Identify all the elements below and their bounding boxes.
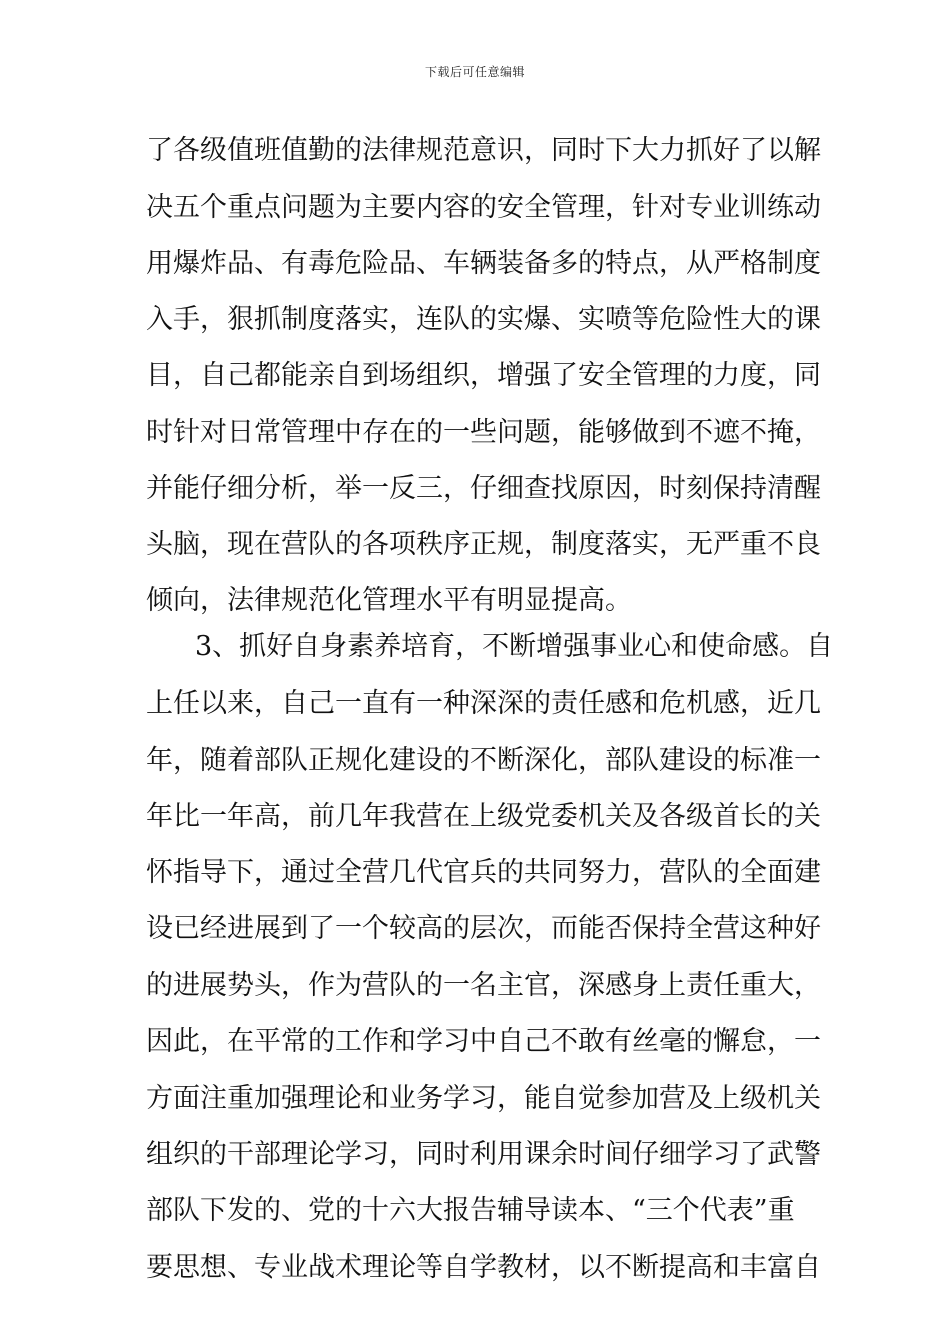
paragraph-1-line-7: 并能仔细分析，举一反三，仔细查找原因，时刻保持清醒 (146, 473, 821, 504)
paragraph-2-line-3: 年，随着部队正规化建设的不断深化，部队建设的标准一 (146, 745, 821, 776)
paragraph-2-line-11: 部队下发的、党的十六大报告辅导读本、“三个代表”重 (146, 1195, 795, 1226)
paragraph-2-line-12: 要思想、专业战术理论等自学教材，以不断提高和丰富自 (146, 1252, 821, 1283)
paragraph-2-line-2: 上任以来，自己一直有一种深深的责任感和危机感，近几 (146, 688, 821, 719)
paragraph-1-line-9: 倾向，法律规范化管理水平有明显提高。 (146, 585, 632, 616)
paragraph-2-line-5: 怀指导下，通过全营几代官兵的共同努力，营队的全面建 (146, 857, 821, 888)
paragraph-1-line-3: 用爆炸品、有毒危险品、车辆装备多的特点，从严格制度 (146, 248, 821, 279)
paragraph-1-line-4: 入手，狠抓制度落实，连队的实爆、实喷等危险性大的课 (146, 304, 821, 335)
paragraph-2-line-7: 的进展势头，作为营队的一名主官，深感身上责任重大， (146, 970, 821, 1001)
paragraph-1-line-8: 头脑，现在营队的各项秩序正规，制度落实，无严重不良 (146, 529, 821, 560)
paragraph-1-line-2: 决五个重点问题为主要内容的安全管理，针对专业训练动 (146, 192, 821, 223)
paragraph-2-line-10: 组织的干部理论学习，同时利用课余时间仔细学习了武警 (146, 1139, 821, 1170)
page-header: 下载后可任意编辑 (424, 65, 525, 79)
paragraph-1-line-1: 了各级值班值勤的法律规范意识，同时下大力抓好了以解 (146, 135, 821, 166)
paragraph-1-line-5: 目，自己都能亲自到场组织，增强了安全管理的力度，同 (146, 360, 821, 391)
paragraph-2-line-8: 因此，在平常的工作和学习中自己不敢有丝毫的懈怠，一 (146, 1026, 821, 1057)
paragraph-2-line-4: 年比一年高，前几年我营在上级党委机关及各级首长的关 (146, 801, 821, 832)
paragraph-2-line-6: 设已经进展到了一个较高的层次，而能否保持全营这种好 (146, 913, 821, 944)
paragraph-2-line-9: 方面注重加强理论和业务学习，能自觉参加营及上级机关 (146, 1083, 821, 1114)
paragraph-1-line-6: 时针对日常管理中存在的一些问题，能够做到不遮不掩， (146, 417, 821, 448)
paragraph-2-line-1: 3、抓好自身素养培育，不断增强事业心和使命感。自 (195, 631, 834, 662)
